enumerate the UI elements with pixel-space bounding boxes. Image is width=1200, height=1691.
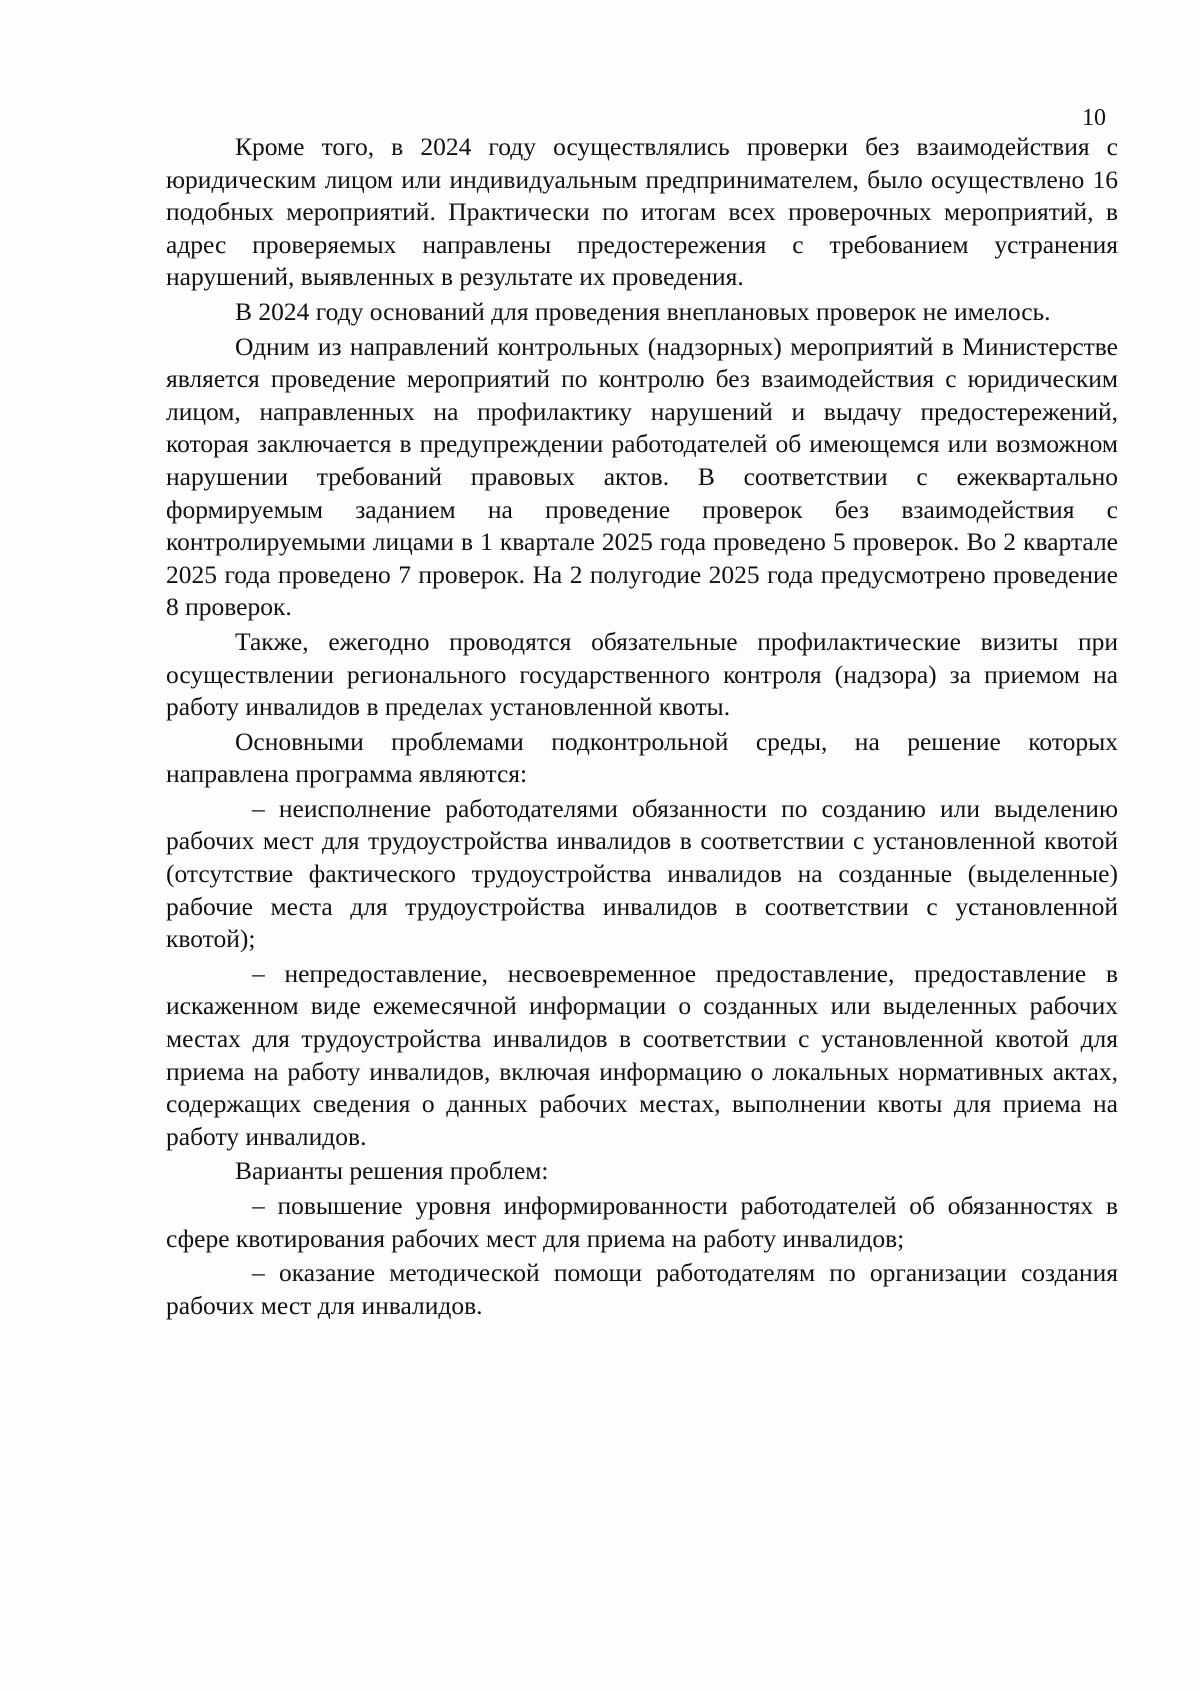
list-item-solution-2: – оказание методической помощи работодателям по организации создания рабочих мест для инвалидов.	[166, 1258, 1118, 1320]
paragraph-solutions-heading: Варианты решения проблем:	[235, 1156, 549, 1186]
paragraph-main-problems: Основными проблемами подконтрольной среды, на решение которых направлена программа являются:	[166, 726, 1118, 789]
list-item-problem-1: – неисполнение работодателями обязанности по созданию или выделению рабочих мест для трудоустройства инвалидов в соответствии с установленной квотой (отсутствие фактического трудоустройства инвалидов на созданные (выделенные) рабочие места для трудоустройства инвалидов в соответствии с установленной квотой);	[166, 793, 1118, 954]
document-body	[166, 131, 1118, 1322]
paragraph-preventive-visits: Также, ежегодно проводятся обязательные профилактические визиты при осуществлении регионального государственного контроля (надзора) за приемом на работу инвалидов в пределах установленной квоты.	[166, 626, 1118, 722]
paragraph-unscheduled-inspections: В 2024 году оснований для проведения внеплановых проверок не имелось.	[235, 296, 1051, 326]
paragraph-control-directions: Одним из направлений контрольных (надзорных) мероприятий в Министерстве является проведение мероприятий по контролю без взаимодействия с юридическим лицом, направленных на профилактику нарушений и выдачу предостережений, которая заключается в предупреждении работодателей об имеющемся или возможном нарушении требований правовых актов. В соответствии с ежеквартально формируемым заданием на проведение проверок без взаимодействия с контролируемыми лицами в 1 квартале 2025 года проведено 5 проверок. Во 2 квартале 2025 года проведено 7 проверок. На 2 полугодие 2025 года предусмотрено проведение 8 проверок.	[166, 331, 1118, 622]
page-number: 10	[1082, 105, 1106, 131]
list-item-problem-2: – непредоставление, несвоевременное предоставление, предоставление в искаженном виде ежемесячной информации о созданных или выделенных рабочих местах для трудоустройства инвалидов в соответствии с установленной квотой для приема на работу инвалидов, включая информацию о локальных нормативных актах, содержащих сведения о данных рабочих местах, выполнении квоты для приема на работу инвалидов.	[166, 958, 1118, 1151]
paragraph-inspections-2024: Кроме того, в 2024 году осуществлялись проверки без взаимодействия с юридическим лицом или индивидуальным предпринимателем, было осуществлено 16 подобных мероприятий. Практически по итогам всех проверочных мероприятий, в адрес проверяемых направлены предостережения с требованием устранения нарушений, выявленных в результате их проведения.	[166, 132, 1118, 292]
list-item-solution-1: – повышение уровня информированности работодателей об обязанностях в сфере квотирования рабочих мест для приема на работу инвалидов;	[166, 1191, 1118, 1253]
